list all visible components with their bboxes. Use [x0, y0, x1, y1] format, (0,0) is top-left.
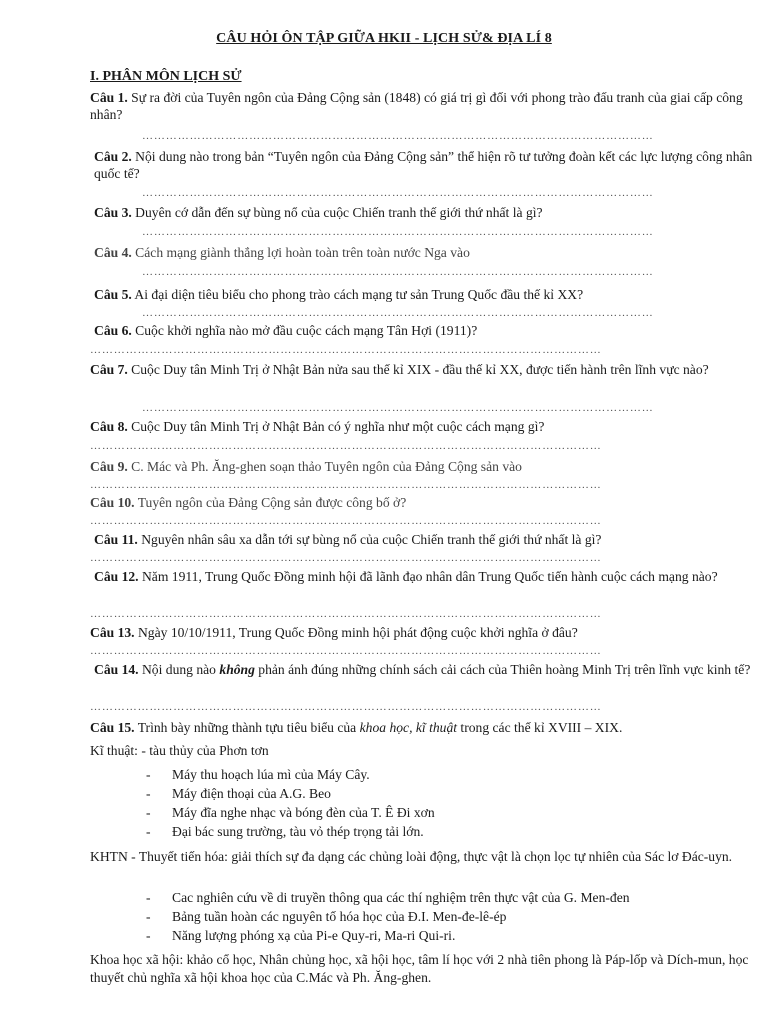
question-text-post: trong các thế kỉ XVIII – XIX. — [457, 720, 623, 735]
question-label: Câu 4. — [94, 245, 132, 260]
question-label: Câu 12. — [94, 569, 139, 584]
question-label: Câu 10. — [90, 495, 135, 510]
question-15 — [90, 719, 762, 736]
question-text: Tuyên ngôn của Đảng Cộng sản được công bố ở? — [134, 495, 407, 510]
question-14 — [94, 661, 766, 678]
question-3 — [94, 204, 766, 221]
question-8 — [90, 418, 762, 435]
answer-line: ………………………………………………………………………………………………………………… — [142, 226, 654, 238]
question-7 — [90, 361, 762, 378]
question-label: Câu 14. — [94, 662, 139, 677]
answer-line: ………………………………………………………………………………………………………………… — [142, 402, 654, 414]
answer-line: ………………………………………………………………………………………………………………… — [90, 552, 602, 564]
question-label: Câu 8. — [90, 419, 128, 434]
question-label: Câu 5. — [94, 287, 132, 302]
question-text: Cuộc Duy tân Minh Trị ở Nhật Bản có ý nghĩa như một cuộc cách mạng gì? — [127, 419, 545, 434]
question-4 — [94, 244, 766, 261]
question-9 — [90, 458, 762, 475]
question-text-pre: Nội dung nào — [138, 662, 220, 677]
question-label: Câu 7. — [90, 362, 128, 377]
question-label: Câu 2. — [94, 149, 132, 164]
question-label: Câu 11. — [94, 532, 138, 547]
kithuat-lead: Kĩ thuật: - tàu thủy của Phơn tơn — [90, 743, 269, 758]
question-text: Cách mạng giành thắng lợi hoàn toàn trên toàn nước Nga vào — [131, 245, 470, 260]
question-5 — [94, 286, 766, 303]
answer-line: ………………………………………………………………………………………………………………… — [90, 645, 602, 657]
question-keyword: khoa học, kĩ thuật — [359, 720, 458, 735]
question-keyword: không — [219, 662, 255, 677]
kithuat-list — [146, 766, 756, 842]
answer-line: ………………………………………………………………………………………………………………… — [90, 608, 602, 620]
question-text: Cuộc khởi nghĩa nào mở đầu cuộc cách mạng Tân Hợi (1911)? — [131, 323, 478, 338]
question-6 — [94, 322, 766, 339]
list-item: - Máy đĩa nghe nhạc và bóng đèn của T. Ê Đi xơn — [146, 804, 756, 823]
question-label: Câu 9. — [90, 459, 128, 474]
answer-line: ………………………………………………………………………………………………………………… — [90, 515, 602, 527]
question-text: Năm 1911, Trung Quốc Đồng minh hội đã lãnh đạo nhân dân Trung Quốc tiến hành cuộc cách mạng nào? — [138, 569, 718, 584]
answer-line: ………………………………………………………………………………………………………………… — [90, 701, 602, 713]
question-2 — [94, 148, 766, 182]
question-text: Ai đại diện tiêu biểu cho phong trào cách mạng tư sản Trung Quốc đầu thế kỉ XX? — [131, 287, 584, 302]
question-11 — [94, 531, 766, 548]
section-heading: I. PHÂN MÔN LỊCH SỬ — [90, 69, 242, 84]
question-label: Câu 1. — [90, 90, 128, 105]
answer-line: ………………………………………………………………………………………………………………… — [142, 187, 654, 199]
document-title: CÂU HỎI ÔN TẬP GIỮA HKII - LỊCH SỬ& ĐỊA LÍ 8 — [216, 31, 552, 46]
answer-line: ………………………………………………………………………………………………………………… — [90, 344, 602, 356]
question-text: Nguyên nhân sâu xa dẫn tới sự bùng nổ của cuộc Chiến tranh thế giới thứ nhất là gì? — [137, 532, 602, 547]
list-item: - Cac nghiên cứu về di truyền thông qua các thí nghiệm trên thực vật của G. Men-đen — [146, 889, 756, 908]
question-label: Câu 6. — [94, 323, 132, 338]
question-text: Cuộc Duy tân Minh Trị ở Nhật Bản nửa sau thế kỉ XIX - đầu thế kỉ XX, được tiến hành trên lĩnh vực nào? — [127, 362, 709, 377]
question-label: Câu 15. — [90, 720, 135, 735]
answer-line: ………………………………………………………………………………………………………………… — [142, 307, 654, 319]
khxh-paragraph: Khoa học xã hội: khảo cổ học, Nhân chủng học, xã hội học, tâm lí học với 2 nhà tiên phong là Páp-lốp và Dích-mun, học thuyết chủ nghĩa xã hội khoa học của C.Mác và Ph. Ăng-ghen. — [90, 952, 749, 985]
answer-line: ………………………………………………………………………………………………………………… — [90, 479, 602, 491]
list-item: - Bảng tuần hoàn các nguyên tố hóa học của Đ.I. Men-đe-lê-ép — [146, 908, 756, 927]
list-item: - Đại bác sung trường, tàu vỏ thép trọng tải lớn. — [146, 823, 756, 842]
question-label: Câu 13. — [90, 625, 135, 640]
answer-line: ………………………………………………………………………………………………………………… — [142, 266, 654, 278]
question-text: Nội dung nào trong bản “Tuyên ngôn của Đảng Cộng sản” thể hiện rõ tư tưởng đoàn kết các lực lượng công nhân quốc tế? — [94, 149, 753, 181]
question-label: Câu 3. — [94, 205, 132, 220]
question-text-pre: Trình bày những thành tựu tiêu biểu của — [134, 720, 360, 735]
question-text: Sự ra đời của Tuyên ngôn của Đảng Cộng sản (1848) có giá trị gì đối với phong trào đấu tranh của giai cấp công nhân? — [90, 90, 743, 122]
question-text: C. Mác và Ph. Ăng-ghen soạn thảo Tuyên ngôn của Đảng Cộng sản vào — [127, 459, 522, 474]
answer-line: ………………………………………………………………………………………………………………… — [142, 130, 654, 142]
question-text-post: phản ánh đúng những chính sách cải cách của Thiên hoàng Minh Trị trên lĩnh vực kinh tế? — [254, 662, 751, 677]
list-item: - Máy thu hoạch lúa mì của Máy Cây. — [146, 766, 756, 785]
question-text: Ngày 10/10/1911, Trung Quốc Đồng minh hội phát động cuộc khởi nghĩa ở đâu? — [134, 625, 578, 640]
question-13 — [90, 624, 762, 641]
khtn-lead: KHTN - Thuyết tiến hóa: giải thích sự đa dạng các chủng loài động, thực vật là chọn lọc tự nhiên của Sác lơ Đác-uyn. — [90, 849, 733, 864]
question-10 — [90, 494, 762, 511]
question-text: Duyên cớ dẫn đến sự bùng nổ của cuộc Chiến tranh thế giới thứ nhất là gì? — [131, 205, 543, 220]
question-12 — [94, 568, 766, 585]
question-1 — [90, 89, 762, 123]
answer-line: ………………………………………………………………………………………………………………… — [90, 440, 602, 452]
list-item: - Năng lượng phóng xạ của Pi-e Quy-ri, Ma-ri Qui-ri. — [146, 927, 756, 946]
khtn-list — [146, 889, 756, 946]
list-item: - Máy điện thoại của A.G. Beo — [146, 785, 756, 804]
